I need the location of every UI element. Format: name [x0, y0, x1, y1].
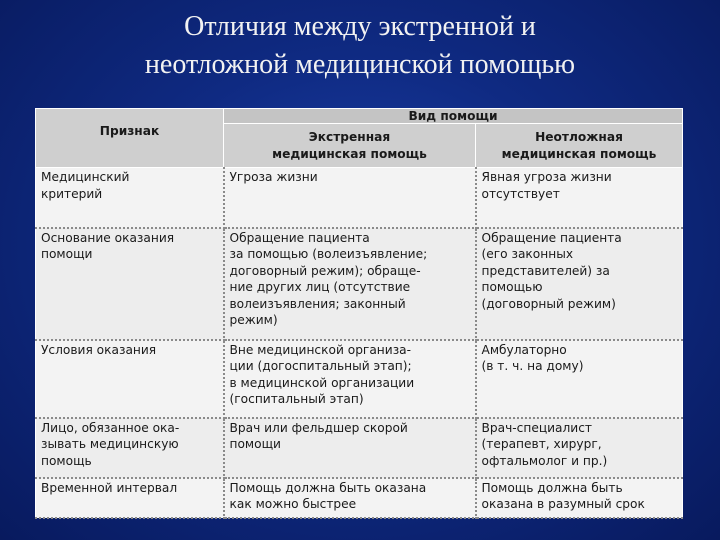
cell-urgent-line: Помощь должна быть	[481, 480, 623, 495]
comparison-table	[35, 108, 683, 519]
cell-urgent	[476, 228, 683, 340]
slide-title-line-2: неотложной медицинской помощью	[144, 49, 576, 80]
cell-emergency-line: ции (догоспитальный этап);	[229, 359, 412, 374]
cell-urgent-line: офтальмолог и пр.)	[481, 453, 608, 468]
cell-urgent-line: отсутствует	[481, 186, 560, 201]
cell-emergency	[224, 418, 476, 478]
cell-urgent-line: помощью	[481, 280, 543, 295]
header-feature-label: Признак	[99, 124, 160, 138]
cell-feature	[36, 340, 224, 418]
cell-feature	[36, 168, 224, 228]
header-feature	[36, 109, 224, 168]
cell-emergency-line: договорный режим); обраще-	[229, 263, 421, 278]
header-emergency-line: медицинская помощь	[272, 146, 427, 161]
cell-feature	[36, 418, 224, 478]
cell-feature-line: помощи	[41, 247, 93, 262]
cell-emergency-line: ние других лиц (отсутствие	[229, 280, 411, 295]
cell-emergency-line: помощи	[229, 437, 281, 452]
cell-feature-line: Условия оказания	[41, 342, 157, 357]
cell-feature	[36, 478, 224, 518]
cell-emergency-line: (госпитальный этап)	[229, 392, 364, 407]
cell-feature-line: Основание оказания	[41, 230, 175, 245]
slide-title-line-1: Отличия между экстренной и	[184, 11, 536, 42]
table-row	[36, 228, 683, 340]
cell-emergency-line: Обращение пациента	[229, 230, 370, 245]
cell-emergency	[224, 168, 476, 228]
cell-urgent-line: представителей) за	[481, 263, 610, 278]
cell-urgent	[476, 418, 683, 478]
header-care-type-label: Вид помощи	[408, 109, 498, 123]
cell-feature-line: Медицинский	[41, 170, 130, 184]
cell-urgent-line: (в т. ч. на дому)	[481, 359, 584, 374]
table-row	[36, 340, 683, 418]
cell-feature-line: критерий	[41, 186, 103, 201]
cell-emergency-line: Угроза жизни	[229, 170, 318, 184]
header-urgent-line: медицинская помощь	[501, 146, 657, 161]
header-care-type	[224, 109, 683, 124]
header-urgent	[476, 124, 683, 168]
cell-urgent	[476, 340, 683, 418]
table-row	[36, 478, 683, 518]
cell-emergency-line: режим)	[229, 313, 278, 328]
header-emergency-line: Экстренная	[308, 129, 391, 144]
cell-urgent	[476, 168, 683, 228]
header-emergency	[224, 124, 476, 168]
cell-urgent-line: Врач-специалист	[481, 420, 593, 435]
cell-feature-line: Лицо, обязанное ока-	[41, 420, 180, 435]
slide-title	[0, 8, 720, 84]
cell-emergency	[224, 478, 476, 518]
cell-urgent-line: (его законных	[481, 247, 574, 262]
cell-feature-line: Временной интервал	[41, 480, 178, 495]
cell-urgent-line: оказана в разумный срок	[481, 497, 645, 512]
table-row	[36, 168, 683, 228]
cell-emergency-line: волеизъявления; законный	[229, 296, 406, 311]
table-row	[36, 418, 683, 478]
cell-emergency-line: Врач или фельдшер скорой	[229, 420, 408, 435]
cell-urgent-line: Амбулаторно	[481, 342, 567, 357]
cell-emergency-line: Вне медицинской организа-	[229, 342, 412, 357]
table-body	[36, 168, 683, 518]
cell-urgent-line: Обращение пациента	[481, 230, 622, 245]
cell-emergency-line: за помощью (волеизъявление;	[229, 247, 428, 262]
cell-emergency	[224, 228, 476, 340]
cell-feature-line: помощь	[41, 453, 92, 468]
comparison-table-container	[35, 108, 682, 518]
cell-emergency	[224, 340, 476, 418]
cell-emergency-line: в медицинской организации	[229, 375, 415, 390]
cell-urgent	[476, 478, 683, 518]
cell-urgent-line: (договорный режим)	[481, 296, 616, 311]
cell-emergency-line: Помощь должна быть оказана	[229, 480, 427, 495]
cell-urgent-line: (терапевт, хирург,	[481, 437, 602, 452]
cell-urgent-line: Явная угроза жизни	[481, 170, 612, 184]
cell-feature	[36, 228, 224, 340]
header-urgent-line: Неотложная	[535, 129, 623, 144]
cell-feature-line: зывать медицинскую	[41, 437, 179, 452]
cell-emergency-line: как можно быстрее	[229, 497, 357, 512]
